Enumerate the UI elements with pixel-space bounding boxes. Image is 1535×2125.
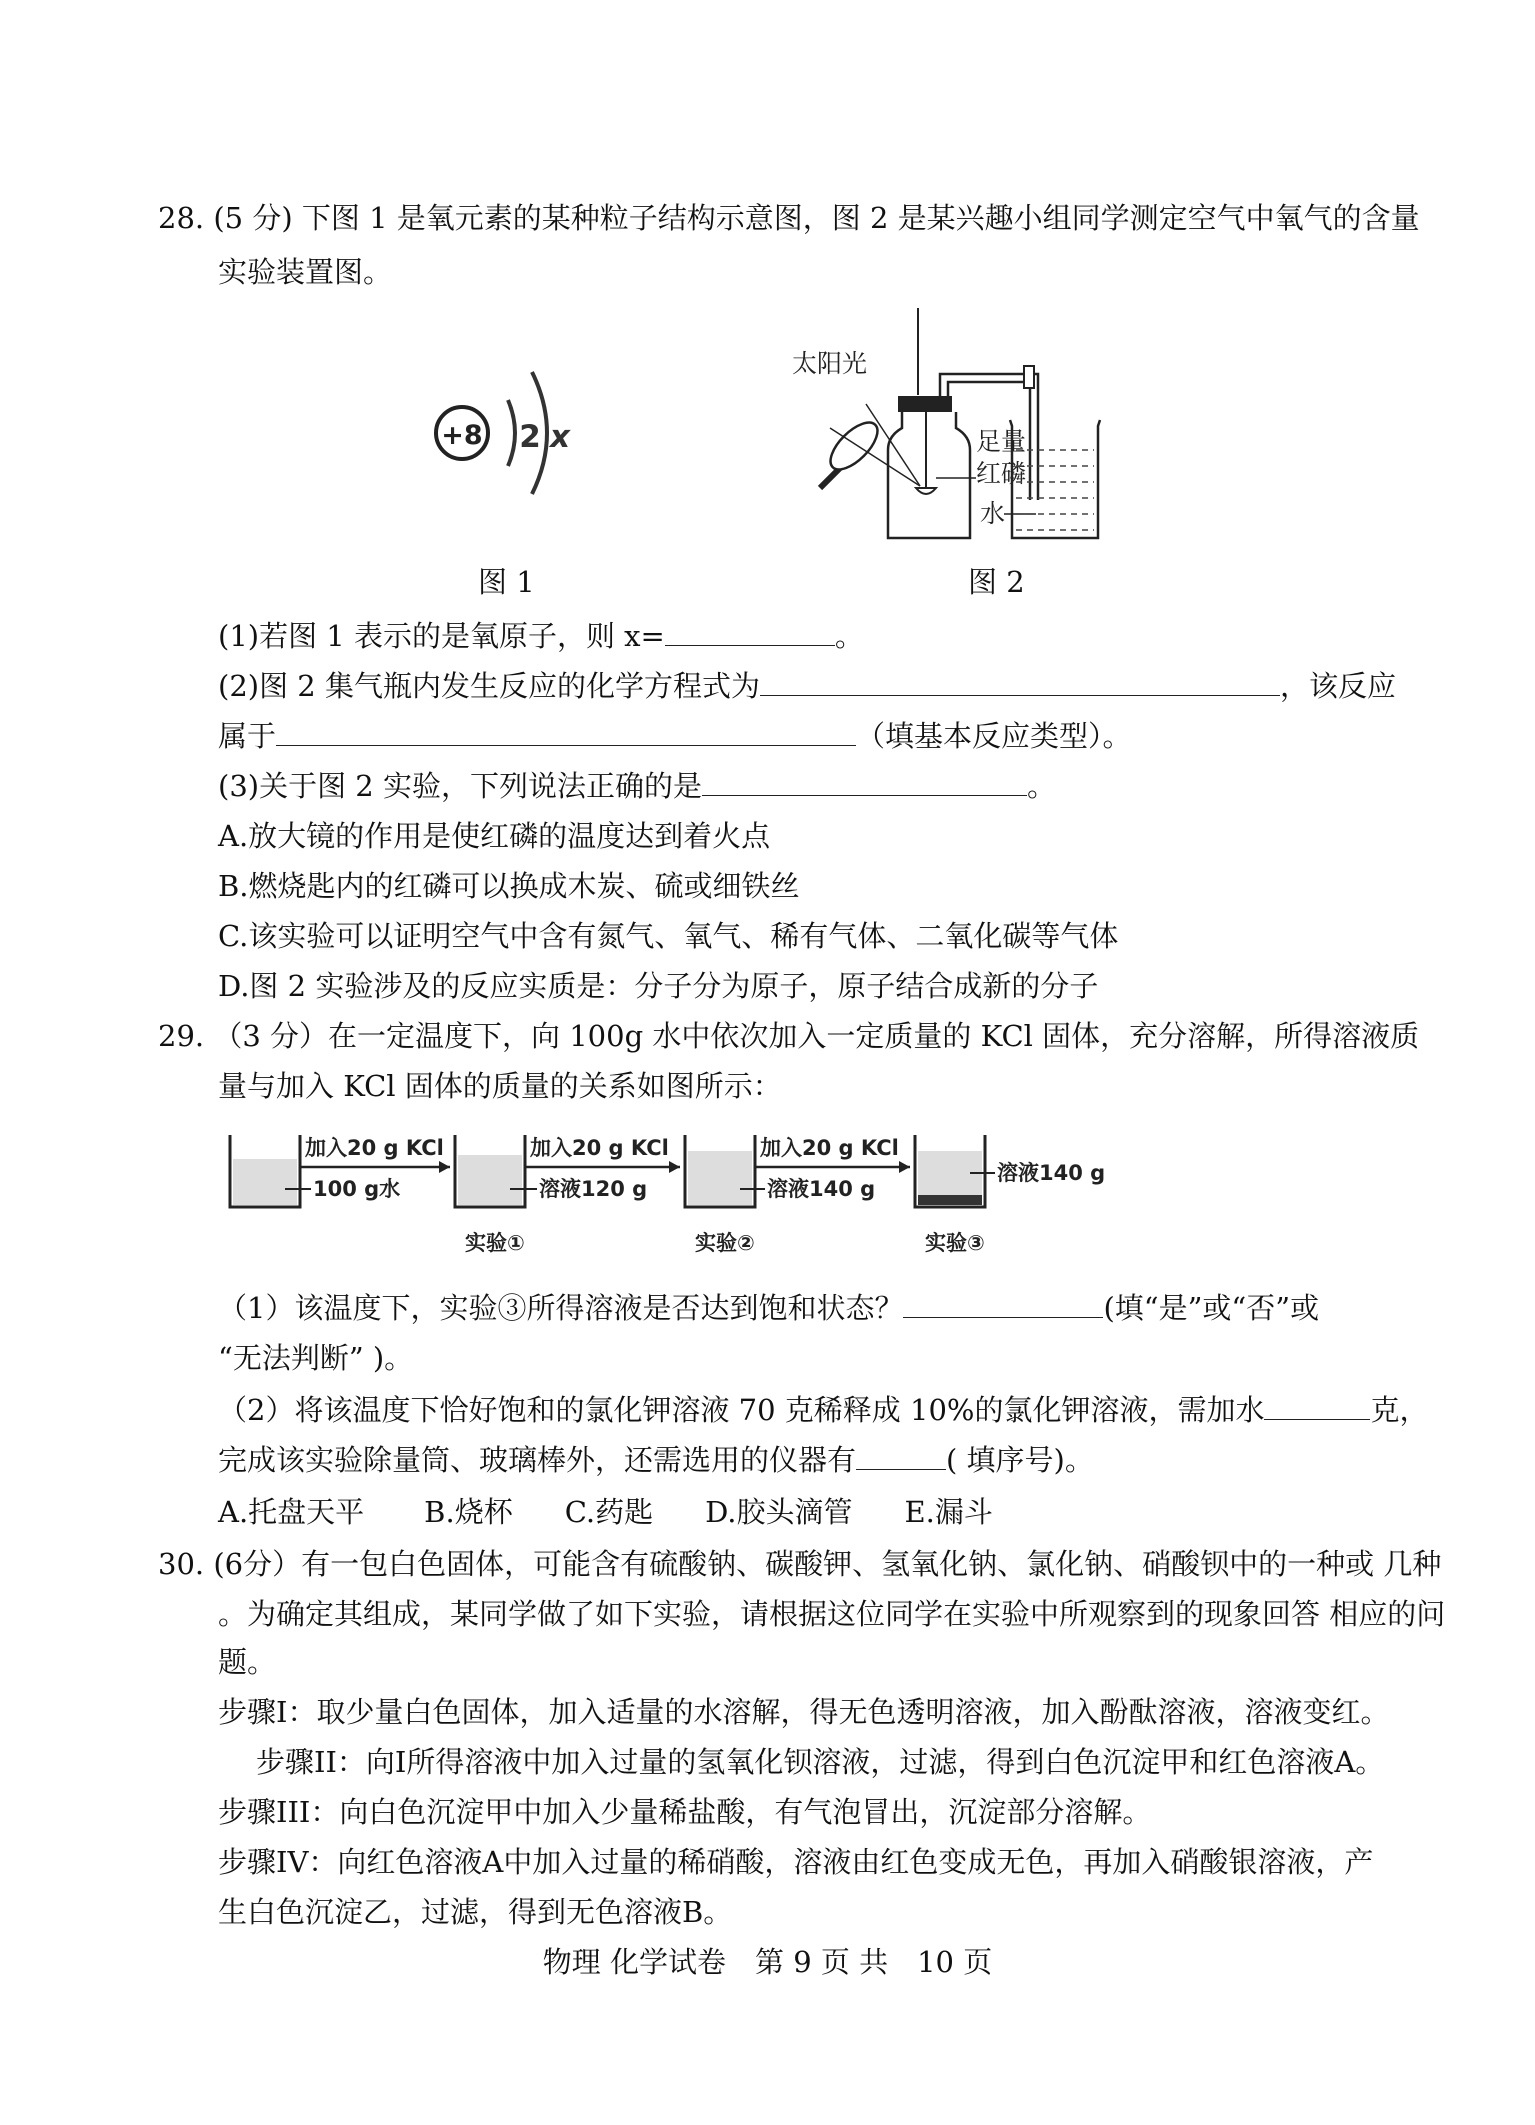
q28-figure2-apparatus [780,300,1110,550]
water-label: 水 [980,499,1006,528]
q28-sub3 [218,768,1056,804]
magnifier-lens [823,415,885,477]
q28-sub2-text: (2)图 2 集气瓶内发生反应的化学方程式为 [218,669,760,703]
q29-sub2-water-blank[interactable] [1264,1393,1370,1420]
exp3-label: 实验③ [925,1231,985,1255]
q28-sub1 [218,618,864,654]
q29-option-a: A.托盘天平 [218,1495,365,1529]
q28-sub2-belongs: 属于 [218,719,277,753]
beaker1-label: 溶液120 g [539,1177,648,1201]
inner-shell-arc [508,400,515,466]
q29-option-c: C.药匙 [564,1495,654,1529]
q29-sub1-text: （1）该温度下，实验③所得溶液是否达到饱和状态？ [218,1291,904,1325]
magnifier-handle [820,468,840,488]
q28-option-d: D.图 2 实验涉及的反应实质是：分子分为原子，原子结合成新的分子 [218,969,1099,1003]
clamp [1024,366,1034,388]
q29-option-d: D.胶头滴管 [705,1495,853,1529]
q28-sub1-end: 。 [834,619,864,653]
red-phosphorus-label-1: 足量 [976,427,1027,456]
q29-option-b: B.烧杯 [424,1495,513,1529]
q28-sub1-blank[interactable] [665,619,835,646]
q29-stem-line1: 29. （3 分）在一定温度下，向 100g 水中依次加入一定质量的 KCl 固体，充分溶解，所得溶液质 [158,1019,1420,1053]
q28-option-c: C.该实验可以证明空气中含有氮气、氧气、稀有气体、二氧化碳等气体 [218,919,1119,953]
sunlight-label: 太阳光 [792,349,868,378]
q28-sub2-cont [218,718,1132,754]
arrow2-label: 加入20 g KCl [530,1136,669,1160]
q29-option-e: E.漏斗 [904,1495,993,1529]
q28-sub3-blank[interactable] [702,769,1027,796]
q29-sub2-hint: ( 填序号)。 [946,1443,1094,1477]
q28-option-a: A.放大镜的作用是使红磷的温度达到着火点 [218,819,771,853]
outer-shell-electrons: x [550,419,570,455]
page-footer: 物理 化学试卷 第 9 页 共 10 页 [542,1945,993,1979]
nucleus-charge: +8 [441,420,483,451]
q30-step4-line2: 生白色沉淀乙，过滤，得到无色溶液B。 [218,1895,733,1929]
q28-stem-line1: 28. (5 分) 下图 1 是氧元素的某种粒子结构示意图，图 2 是某兴趣小组同学测定空气中氧气的含量 [158,201,1420,235]
beaker0-label: 100 g水 [313,1177,401,1201]
q28-figure2-caption: 图 2 [968,565,1025,599]
q28-sub3-text: (3)关于图 2 实验，下列说法正确的是 [218,769,702,803]
exp1-label: 实验① [465,1231,525,1255]
exp2-label: 实验② [695,1231,755,1255]
q28-sub2-type-blank[interactable] [276,719,856,746]
q29-sub2-instruments-blank[interactable] [856,1443,946,1470]
red-phosphorus-label-2: 红磷 [976,459,1027,488]
arrow1-label: 加入20 g KCl [305,1136,444,1160]
q29-sub1-hint: (填“是”或“否”或 [1103,1291,1320,1325]
stopper [898,396,952,412]
q28-figure1-caption: 图 1 [478,565,535,599]
q29-sub2-cont [218,1442,1094,1478]
gas-jar [888,412,970,538]
q29-sub2-unit: 克， [1370,1393,1429,1427]
q30-step1: 步骤I：取少量白色固体，加入适量的水溶解，得无色透明溶液，加入酚酞溶液，溶液变红。 [218,1695,1390,1729]
q29-sub2 [218,1392,1428,1428]
q30-stem-line3: 题。 [218,1645,277,1679]
arrow3-label: 加入20 g KCl [760,1136,899,1160]
q30-step3: 步骤III：向白色沉淀甲中加入少量稀盐酸，有气泡冒出，沉淀部分溶解。 [218,1795,1152,1829]
q28-option-b: B.燃烧匙内的红磷可以换成木炭、硫或细铁丝 [218,869,800,903]
q28-sub2-tail: ，该反应 [1279,669,1396,703]
q28-stem-line2: 实验装置图。 [218,255,393,289]
q28-figure1-atom-diagram [420,350,620,520]
q28-sub2 [218,668,1396,704]
q29-options [218,1494,993,1530]
inner-shell-electrons: 2 [519,419,541,455]
q29-sub1-cont: “无法判断” )。 [218,1341,414,1375]
q30-step4-line1: 步骤IV：向红色溶液A中加入过量的稀硝酸，溶液由红色变成无色，再加入硝酸银溶液，产 [218,1845,1374,1879]
q30-stem-line1: 30. (6分）有一包白色固体，可能含有硫酸钠、碳酸钾、氢氧化钠、氯化钠、硝酸钡中的一种或 几种 [158,1547,1442,1581]
beaker2-label: 溶液140 g [767,1177,876,1201]
q28-sub3-end: 。 [1026,769,1056,803]
q28-sub2-equation-blank[interactable] [760,669,1280,696]
q28-sub2-hint: （填基本反应类型）。 [856,719,1132,753]
q29-sub1 [218,1290,1319,1326]
q29-sub2-instruments-text: 完成该实验除量筒、玻璃棒外，还需选用的仪器有 [218,1443,857,1477]
q28-sub1-text: (1)若图 1 表示的是氧原子，则 x= [218,619,665,653]
q29-sub2-text: （2）将该温度下恰好饱和的氯化钾溶液 70 克稀释成 10%的氯化钾溶液，需加水 [218,1393,1265,1427]
beaker3-label: 溶液140 g [997,1161,1106,1185]
q30-stem-line2: 。为确定其组成，某同学做了如下实验，请根据这位同学在实验中所观察到的现象回答 相应的问 [218,1597,1446,1631]
q29-sub1-blank[interactable] [903,1291,1103,1318]
q29-experiment-diagram [225,1125,1125,1265]
q30-step2: 步骤II：向I所得溶液中加入过量的氢氧化钡溶液，过滤，得到白色沉淀甲和红色溶液A。 [256,1745,1385,1779]
q29-stem-line2: 量与加入 KCl 固体的质量的关系如图所示： [218,1069,782,1103]
